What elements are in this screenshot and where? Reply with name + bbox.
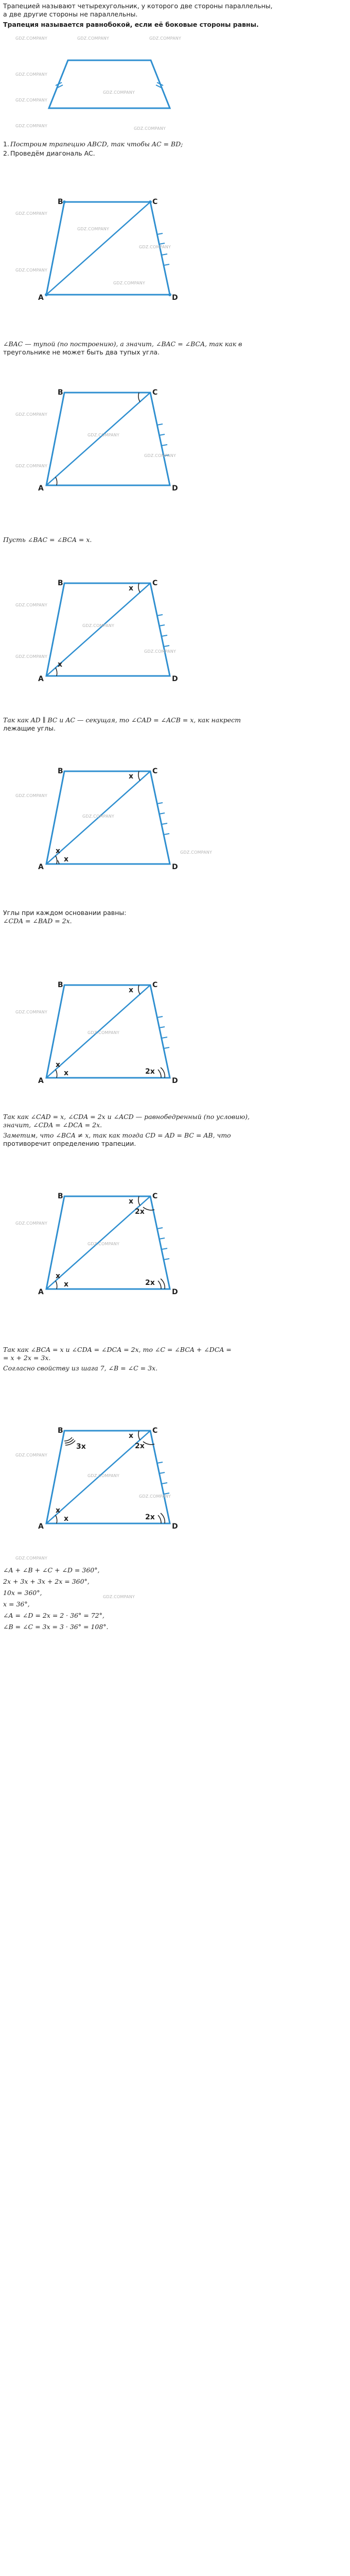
vertex-c: C [152, 767, 158, 775]
angle-2x-d: 2x [145, 1067, 155, 1076]
angle-x-a2: x [64, 1069, 69, 1077]
vertex-d: D [172, 294, 178, 302]
vertex-c: C [152, 579, 158, 587]
watermark: GDZ.COMPANY [144, 649, 177, 654]
vertex-c: C [152, 1427, 158, 1435]
vertex-a: A [38, 484, 44, 493]
watermark: GDZ.COMPANY [139, 1494, 171, 1499]
vertex-b: B [58, 579, 63, 587]
intro-line-2: а две другие стороны не параллельны. [3, 10, 138, 18]
paragraph-angle-c-1: Так как ∠BCA = x и ∠CDA = ∠DCA = 2x, то ∠C = ∠BCA + ∠DCA = [3, 1346, 232, 1353]
watermark: GDZ.COMPANY [134, 126, 166, 131]
paragraph-note-1: Заметим, что ∠BCA ≠ x, так как тогда CD = AD = BC = AB, что [3, 1131, 231, 1139]
vertex-b: B [58, 1427, 63, 1435]
watermark: GDZ.COMPANY [82, 623, 115, 628]
step-1: 1. Построим трапецию ABCD, так чтобы AC = BD; [3, 140, 183, 148]
watermark: GDZ.COMPANY [77, 227, 110, 231]
watermark: GDZ.COMPANY [77, 36, 110, 41]
watermark: GDZ.COMPANY [82, 814, 115, 819]
angle-2x-c: 2x [135, 1442, 145, 1450]
equation-1: ∠A + ∠B + ∠C + ∠D = 360°, [3, 1566, 100, 1574]
watermark: GDZ.COMPANY [15, 124, 48, 128]
vertex-a: A [38, 294, 44, 302]
angle-x-a1: x [56, 1506, 61, 1515]
vertex-a: A [38, 1522, 44, 1531]
watermark: GDZ.COMPANY [113, 281, 146, 285]
angle-x-c: x [129, 1197, 134, 1206]
angle-x-a1: x [56, 1061, 61, 1069]
angle-2x-c: 2x [135, 1208, 145, 1216]
watermark: GDZ.COMPANY [15, 268, 48, 273]
watermark: GDZ.COMPANY [15, 793, 48, 798]
vertex-b: B [58, 388, 63, 397]
angle-x-a2: x [64, 1280, 69, 1289]
angle-x-a2: x [64, 1515, 69, 1523]
equation-6: ∠B = ∠C = 3x = 3 · 36° = 108°. [3, 1623, 109, 1631]
angle-2x-d: 2x [145, 1279, 155, 1287]
angle-2x-d: 2x [145, 1513, 155, 1521]
angle-x-a1: x [56, 847, 61, 855]
vertex-d: D [172, 484, 178, 493]
vertex-a: A [38, 863, 44, 871]
angle-x-c: x [129, 1432, 134, 1440]
paragraph-isosceles-1: Так как ∠CAD = x, ∠CDA = 2x и ∠ACD — равнобедренный (по условию), [3, 1113, 250, 1121]
vertex-d: D [172, 1522, 178, 1531]
angle-x-a2: x [64, 855, 69, 863]
watermark: GDZ.COMPANY [180, 850, 213, 855]
paragraph-base-angles-2: ∠CDA = ∠BAD = 2x. [3, 917, 72, 925]
step-2: 2. Проведём диагональ AC. [3, 149, 95, 157]
vertex-a: A [38, 1288, 44, 1296]
vertex-d: D [172, 1288, 178, 1296]
vertex-b: B [58, 1192, 63, 1200]
watermark: GDZ.COMPANY [103, 90, 135, 95]
angle-3x-b: 3x [76, 1443, 86, 1451]
vertex-d: D [172, 1077, 178, 1085]
vertex-a: A [38, 1077, 44, 1085]
watermark: GDZ.COMPANY [139, 245, 171, 249]
watermark: GDZ.COMPANY [15, 1453, 48, 1458]
watermark: GDZ.COMPANY [87, 1242, 120, 1246]
watermark: GDZ.COMPANY [15, 412, 48, 417]
isosceles-definition: Трапеция называется равнобокой, если её боковые стороны равны. [3, 21, 259, 28]
paragraph-note-2: противоречит определению трапеции. [3, 1140, 136, 1147]
paragraph-obtuse-1: ∠BAC — тупой (по построению), а значит, ∠BAC = ∠BCA, так как в [3, 340, 242, 348]
angle-x-a: x [58, 660, 63, 669]
paragraph-base-angles-1: Углы при каждом основании равны: [3, 909, 127, 917]
vertex-c: C [152, 198, 158, 206]
paragraph-let-x: Пусть ∠BAC = ∠BCA = x. [3, 536, 92, 544]
vertex-c: C [152, 388, 158, 397]
watermark: GDZ.COMPANY [15, 1221, 48, 1226]
paragraph-angle-c-2: = x + 2x = 3x. [3, 1354, 51, 1362]
paragraph-isosceles-2: значит, ∠CDA = ∠DCA = 2x. [3, 1121, 102, 1129]
vertex-d: D [172, 863, 178, 871]
equation-2: 2x + 3x + 3x + 2x = 360°, [3, 1578, 90, 1585]
equation-4: x = 36°, [3, 1600, 30, 1608]
watermark: GDZ.COMPANY [87, 433, 120, 437]
angle-x-c: x [129, 772, 134, 781]
intro-line-1: Трапецией называют четырехугольник, у которого две стороны параллельны, [3, 2, 273, 10]
vertex-d: D [172, 675, 178, 683]
paragraph-angle-b: Согласно свойству из шага 7, ∠B = ∠C = 3x. [3, 1364, 158, 1372]
watermark: GDZ.COMPANY [149, 36, 182, 41]
vertex-a: A [38, 675, 44, 683]
vertex-b: B [58, 198, 63, 206]
watermark: GDZ.COMPANY [15, 464, 48, 468]
watermark: GDZ.COMPANY [87, 1030, 120, 1035]
watermark: GDZ.COMPANY [15, 72, 48, 77]
angle-x-c: x [129, 584, 134, 592]
watermark: GDZ.COMPANY [15, 654, 48, 659]
watermark: GDZ.COMPANY [15, 1556, 48, 1561]
angle-x-a1: x [56, 1272, 61, 1280]
equation-3: 10x = 360°, [3, 1589, 42, 1597]
watermark: GDZ.COMPANY [87, 1473, 120, 1478]
watermark: GDZ.COMPANY [15, 98, 48, 103]
watermark: GDZ.COMPANY [15, 211, 48, 216]
watermark: GDZ.COMPANY [103, 1595, 135, 1599]
vertex-b: B [58, 981, 63, 989]
watermark: GDZ.COMPANY [15, 1010, 48, 1014]
vertex-c: C [152, 981, 158, 989]
watermark: GDZ.COMPANY [144, 453, 177, 458]
vertex-b: B [58, 767, 63, 775]
paragraph-alternate-1: Так как AD ∥ BC и AC — секущая, то ∠CAD = ∠ACB = x, как накрест [3, 716, 241, 724]
watermark: GDZ.COMPANY [15, 603, 48, 607]
watermark: GDZ.COMPANY [15, 36, 48, 41]
paragraph-obtuse-2: треугольнике не может быть два тупых угла. [3, 348, 160, 356]
equation-5: ∠A = ∠D = 2x = 2 · 36° = 72°, [3, 1612, 104, 1619]
angle-x-c: x [129, 986, 134, 994]
paragraph-alternate-2: лежащие углы. [3, 724, 56, 732]
vertex-c: C [152, 1192, 158, 1200]
